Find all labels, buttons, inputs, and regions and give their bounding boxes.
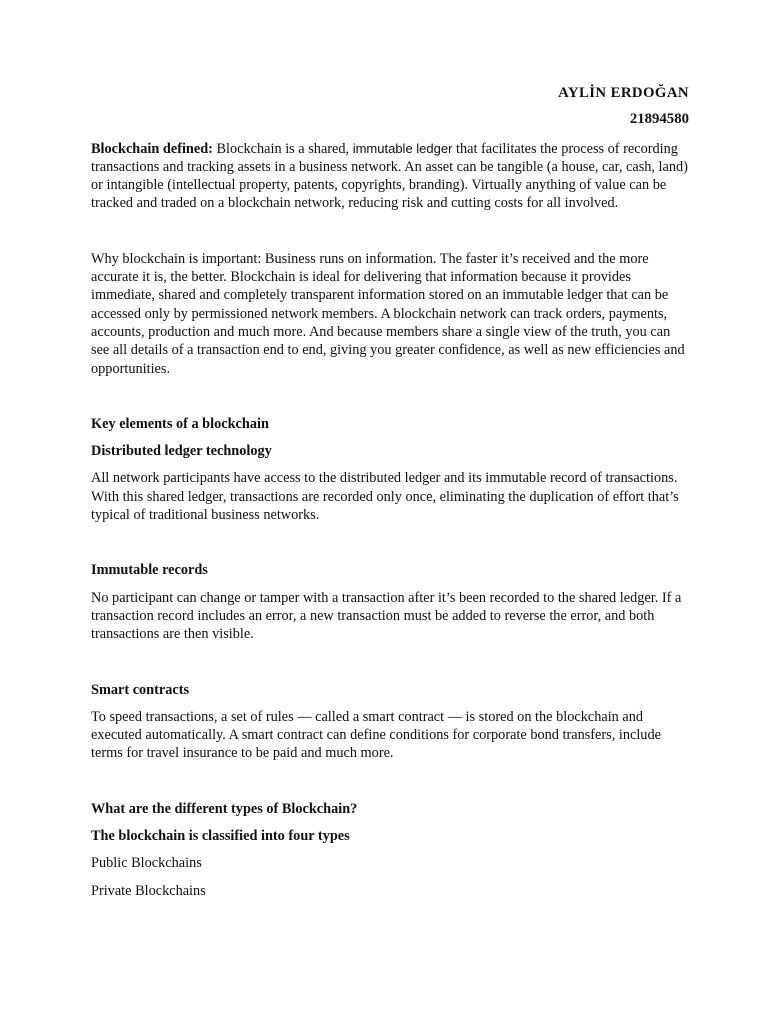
types-question: What are the different types of Blockchain? — [91, 800, 358, 817]
intro-text-after: that facilitates the process of recording transactions and tracking assets in a business network. An asset can be tangible (a house, car, cash, land) or intangible (intellectual property, patents, copyrights, branding). Virtually anything of value can be tracked and traded on a blockchain network, reducing risk and cutting costs for all involved. — [91, 140, 688, 212]
document-page — [91, 84, 689, 900]
intro-paragraph — [91, 140, 689, 213]
intro-lead: Blockchain defined: — [91, 140, 213, 157]
author-name: AYLİN ERDOĞAN — [558, 85, 689, 101]
smart-contracts-heading: Smart contracts — [91, 681, 190, 698]
smart-contracts-paragraph: To speed transactions, a set of rules — called a smart contract — is stored on the blockchain and executed automatically. A smart contract can define conditions for corporate bond transfers, include terms for travel insurance to be paid and much more. — [91, 708, 661, 762]
list-item: Public Blockchains — [91, 855, 202, 872]
types-intro: The blockchain is classified into four types — [91, 828, 350, 845]
student-id: 21894580 — [629, 111, 689, 128]
why-paragraph: Why blockchain is important: Business runs on information. The faster it’s received and the more accurate it is, the better. Blockchain is ideal for delivering that information because it provides immediate, shared and completely transparent information stored on an immutable ledger that can be accessed only by permissioned network members. A blockchain network can track orders, payments, accounts, production and much more. And because members share a single view of the truth, you can see all details of a transaction end to end, giving you greater confidence, as well as new efficiencies and opportunities. — [91, 250, 685, 377]
key-elements-heading: Key elements of a blockchain — [91, 415, 269, 432]
dlt-heading: Distributed ledger technology — [91, 443, 272, 460]
immutable-paragraph: No participant can change or tamper with a transaction after it’s been recorded to the shared ledger. If a transaction record includes an error, a new transaction must be added to reverse the error, and both transactions are then visible. — [91, 589, 682, 643]
intro-term: immutable ledger — [352, 140, 453, 156]
intro-text-before: Blockchain is a shared, — [212, 140, 353, 157]
list-item: Private Blockchains — [91, 882, 206, 899]
dlt-paragraph: All network participants have access to the distributed ledger and its immutable record of transactions. With this shared ledger, transactions are recorded only once, eliminating the duplication of effort that’s typical of traditional business networks. — [91, 470, 679, 524]
immutable-heading: Immutable records — [91, 562, 208, 579]
